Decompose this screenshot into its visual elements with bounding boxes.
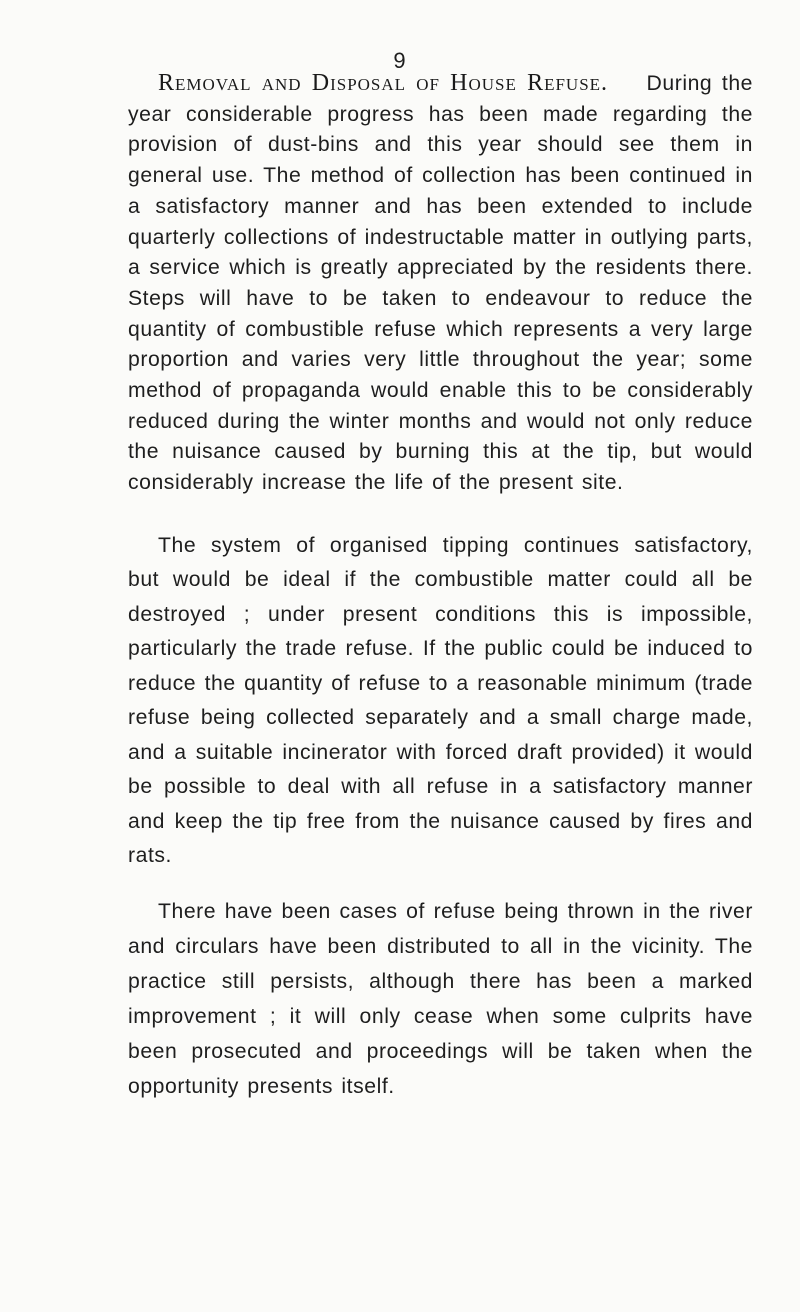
paragraph-1 xyxy=(128,68,753,499)
page-number: 9 xyxy=(393,48,407,73)
paragraph-1-text: During the year considerable progress has been made regarding the provision of dust-bins and this year should see them in general use. The method of collection has been continued in a satisfactory manner and has been extended to include quarterly collections of indestructable matter in outlying parts, a service which is greatly appreciated by the residents there. Steps will have to be taken to endeavour to reduce the quantity of combustible refuse which represents a very large proportion and varies very little throughout the year; some method of propaganda would enable this to be considerably reduced during the winter months and would not only reduce the nuisance caused by burning this at the tip, but would considerably increase the life of the present site. xyxy=(128,72,753,495)
paragraph-3 xyxy=(128,894,753,1104)
document-body xyxy=(128,68,753,1104)
paragraph-3-text: There have been cases of refuse being thrown in the river and circulars have been distributed to all in the vicinity. The practice still persists, although there has been a marked improvement ; it will only cease when some culprits have been prosecuted and proceedings will be taken when the opportunity presents itself. xyxy=(128,899,753,1098)
section-heading: Removal and Disposal of House Refuse. xyxy=(158,70,609,96)
paragraph-2 xyxy=(128,529,753,874)
paragraph-2-text: The system of organised tipping continues satisfactory, but would be ideal if the combustible matter could all be destroyed ; under present conditions this is impossible, particularly the trade refuse. If the public could be induced to reduce the quantity of refuse to a reasonable minimum (trade refuse being collected separately and a small charge made, and a suitable incinerator with forced draft provided) it would be possible to deal with all refuse in a satisfactory manner and keep the tip free from the nuisance caused by fires and rats. xyxy=(128,533,753,868)
